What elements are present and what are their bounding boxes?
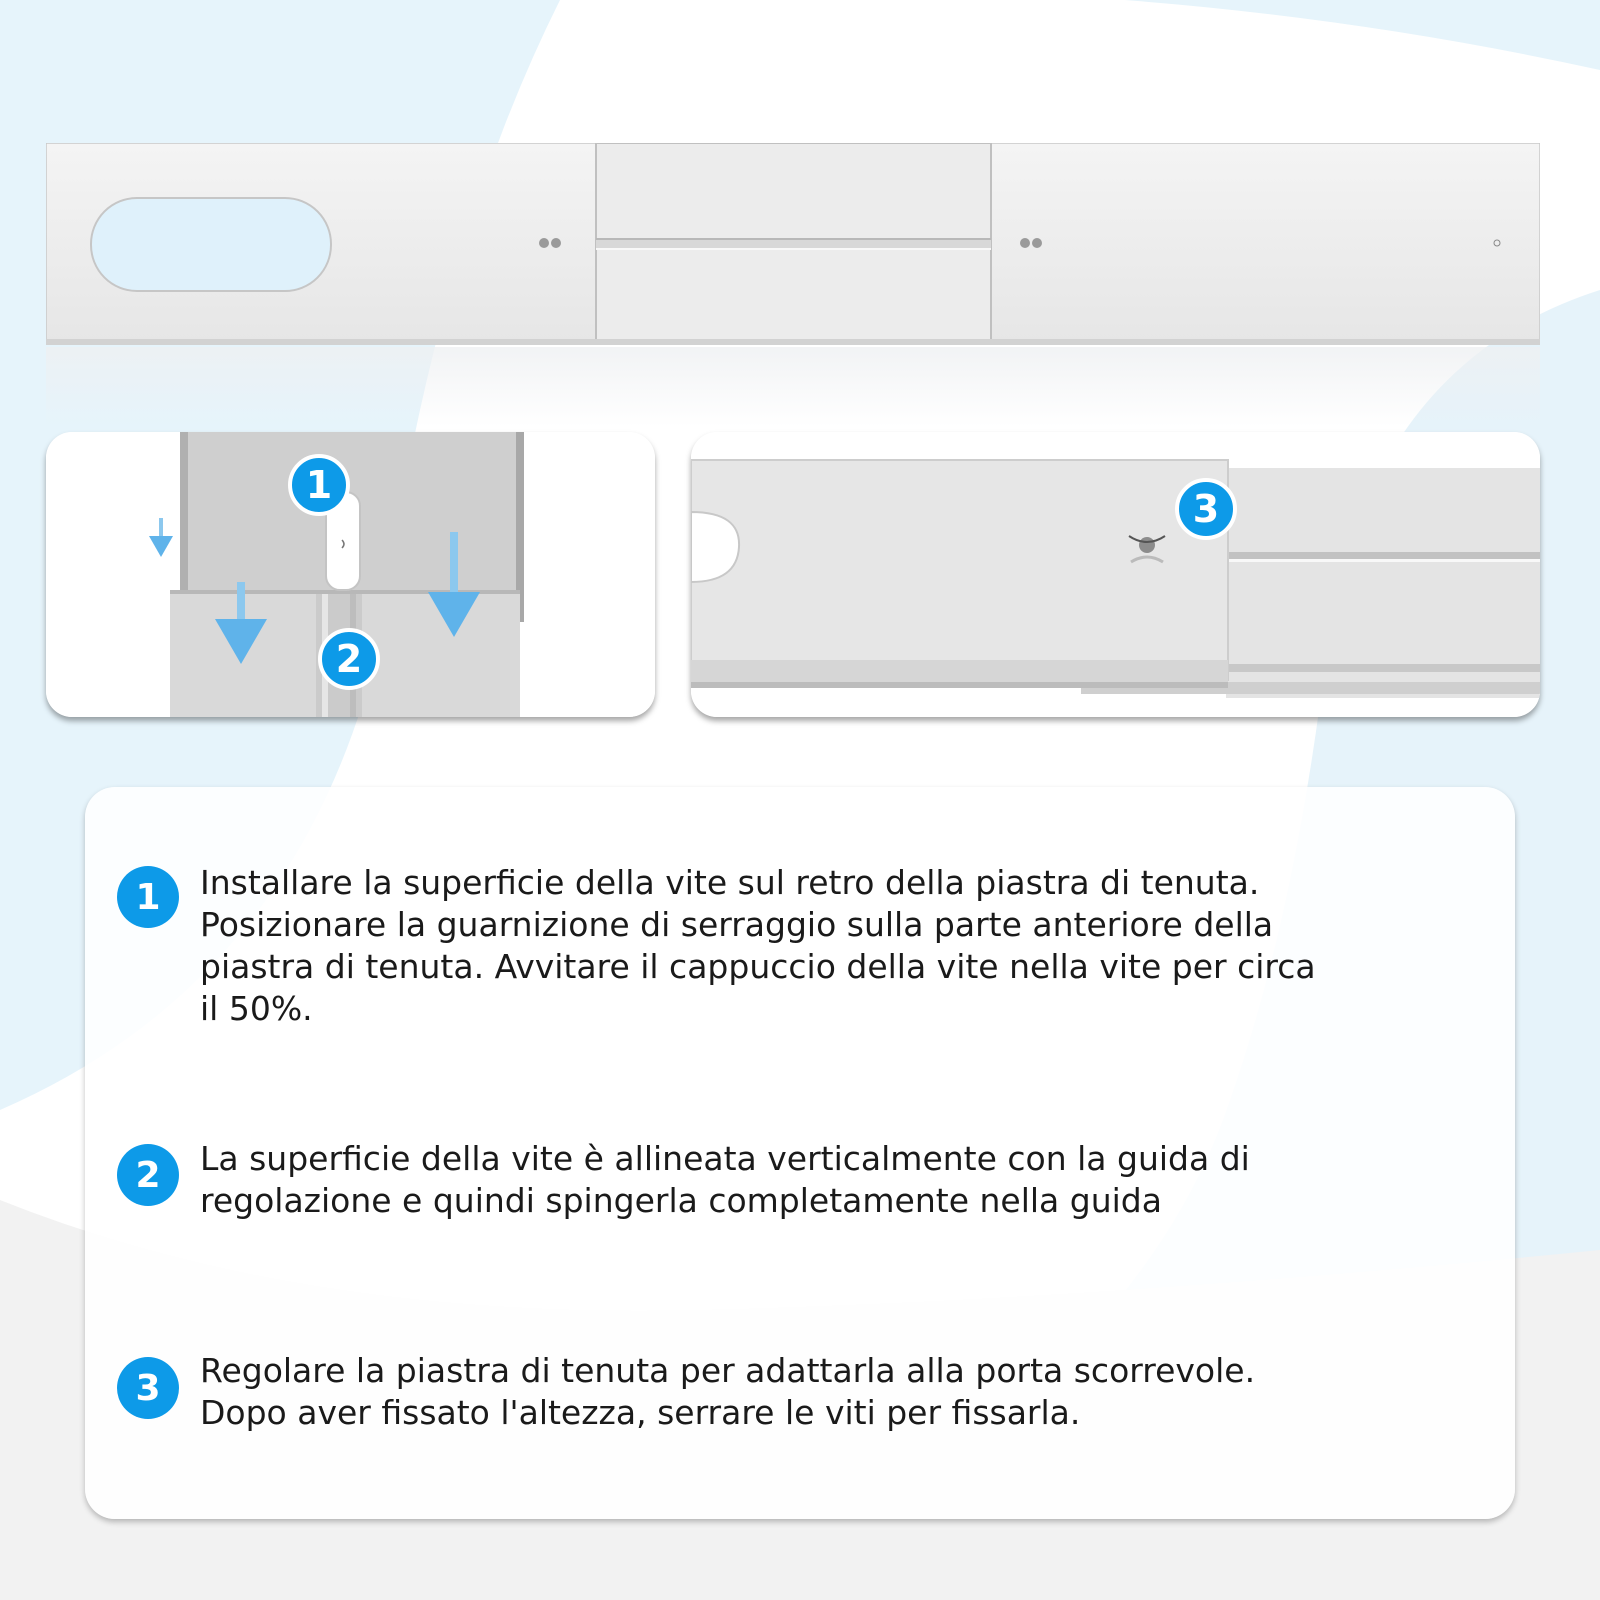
detail-card-step-3 xyxy=(691,432,1540,717)
marker-badge-1: 1 xyxy=(288,454,350,516)
step-badge-2: 2 xyxy=(117,1144,179,1206)
slider-illustration xyxy=(691,432,1540,717)
step-badge-1: 1 xyxy=(117,866,179,928)
marker-badge-3: 3 xyxy=(1175,478,1237,540)
panel-reflection xyxy=(46,347,1540,427)
step-3-line: Dopo aver fissato l'altezza, serrare le viti per fissarla. xyxy=(200,1393,1081,1432)
top-window-panel xyxy=(46,143,1540,345)
step-1-line: piastra di tenuta. Avvitare il cappuccio della vite nella vite per circa xyxy=(200,947,1316,986)
step-badge-3: 3 xyxy=(117,1357,179,1419)
marker-badge-2: 2 xyxy=(318,628,380,690)
step-1-line: Posizionare la guarnizione di serraggio sulla parte anteriore della xyxy=(200,905,1274,944)
step-1-line: il 50%. xyxy=(200,989,313,1028)
step-3-text xyxy=(200,1350,1360,1434)
step-3-line: Regolare la piastra di tenuta per adattarla alla porta scorrevole. xyxy=(200,1351,1256,1390)
step-2-text xyxy=(200,1138,1360,1222)
step-1-line: Installare la superficie della vite sul retro della piastra di tenuta. xyxy=(200,863,1260,902)
step-2-line: La superficie della vite è allineata verticalmente con la guida di xyxy=(200,1139,1250,1178)
detail-card-steps-1-2 xyxy=(46,432,655,717)
step-1-text xyxy=(200,862,1360,1030)
step-2-line: regolazione e quindi spingerla completamente nella guida xyxy=(200,1181,1162,1220)
